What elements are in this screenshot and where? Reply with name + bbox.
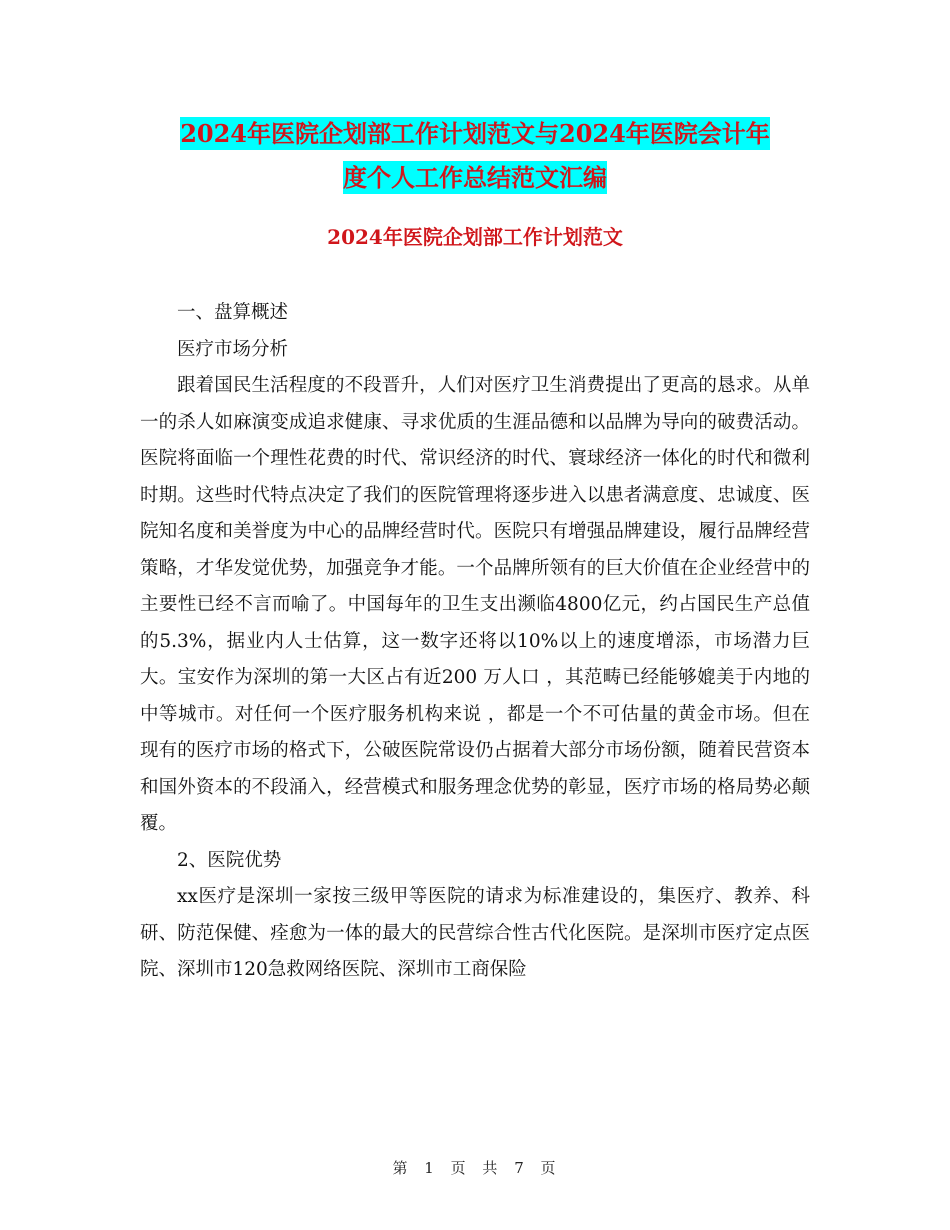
document-body	[140, 295, 810, 989]
title-line-2: 度个人工作总结范文汇编	[343, 163, 607, 192]
title-line-1: 2024年医院企划部工作计划范文与2024年医院会计年	[180, 119, 770, 148]
heading-plan-overview: 一、盘算概述	[177, 302, 289, 323]
footer-page-label: 页	[450, 1159, 468, 1177]
footer-page-number: 1	[424, 1159, 436, 1177]
heading-hospital-advantages: 2、医院优势	[177, 849, 282, 871]
paragraph-market-analysis: 跟着国民生活程度的不段晋升，人们对医疗卫生消费提出了更高的恳求。从单一的杀人如麻演变成追求健康、寻求优质的生涯品德和以品牌为导向的破费活动。医院将面临一个理性花费的时代、常识经济的时代、寰球经济一体化的时代和微利时期。这些时代特点决定了我们的医院管理将逐步进入以患者满意度、忠诚度、医院知名度和美誉度为中心的品牌经营时代。医院只有增强品牌建设，履行品牌经营策略，才华发觉优势，加强竞争才能。一个品牌所领有的巨大价值在企业经营中的主要性已经不言而喻了。中国每年的卫生支出濒临4800亿元，约占国民生产总值的5.3%，据业内人士估算，这一数字还将以10%以上的速度增添，市场潜力巨大。宝安作为深圳的第一大区占有近200 万人口 ，其范畴已经能够媲美于内地的中等城市。对任何一个医疗服务机构来说 ，都是一个不可估量的黄金市场。但在现有的医疗市场的格式下，公破医院常设仍占据着大部分市场份额，随着民营资本和国外资本的不段涌入，经营模式和服务理念优势的彰显，医疗市场的格局势必颠覆。	[140, 375, 810, 834]
section-title: 2024年医院企划部工作计划范文	[327, 225, 623, 249]
page-footer	[0, 1157, 950, 1178]
footer-suffix: 页	[540, 1159, 558, 1177]
footer-total-pages: 7	[514, 1159, 526, 1177]
heading-market-analysis: 医疗市场分析	[177, 338, 289, 360]
footer-total-label: 共	[482, 1159, 500, 1177]
footer-prefix: 第	[392, 1159, 410, 1177]
paragraph-hospital-advantages: xx医疗是深圳一家按三级甲等医院的请求为标准建设的，集医疗、教养、科研、防范保健、痊愈为一体的最大的民营综合性古代化医院。是深圳市医疗定点医院、深圳市120急救网络医院、深圳市工商保险	[140, 886, 810, 980]
document-title	[140, 112, 810, 200]
